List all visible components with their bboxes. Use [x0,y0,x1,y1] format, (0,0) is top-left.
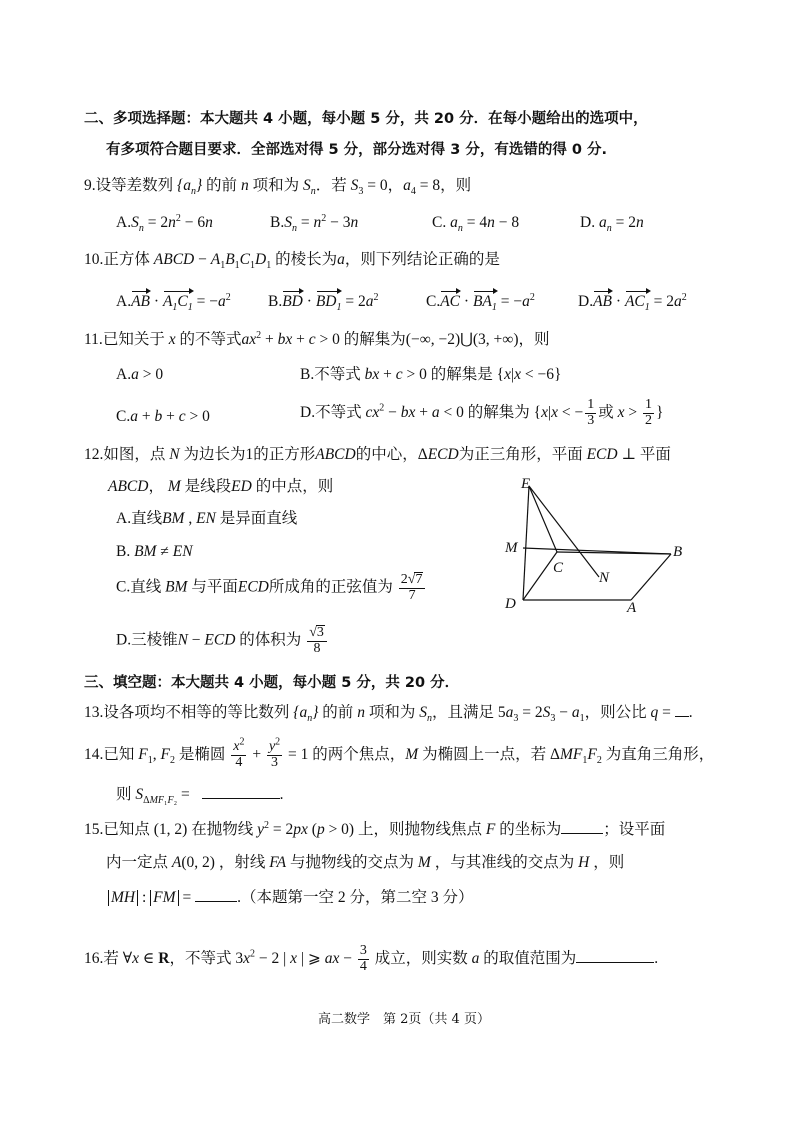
question-12-stem-line2: ABCD， M 是线段ED 的中点，则 [108,478,334,495]
section3-heading: 三、填空题：本大题共 4 小题，每小题 5 分，共 20 分． [84,675,460,691]
question-11-option-c: C.a + b + c > 0 [116,408,210,425]
question-11-option-b: B.不等式 bx + c > 0 的解集是 {x|x < −6} [300,366,562,383]
question-10-stem: 10.正方体 ABCD − $A_1B_1C_1D_1$ 的棱长为a，则下列结论正确的是 [84,251,500,272]
question-11-option-d: D.不等式 $cx^2$ − bx + a < 0 的解集为 {x|x < − $\frac{1}{3}$ 或 x > $\frac{1}{2}$ } [300,397,664,428]
question-9-option-d: D. $a_n = 2n$ [580,214,644,235]
question-9-option-b: $B.S_n = n^2 - 3n$ [270,212,359,235]
question-12-option-b: B. BM ≠ EN [116,543,193,560]
question-9-stem: 9.设等差数列 $\{a_n\}$ 的前 n 项和为 $S_n$．若 $S_3 = 0$，$a_4 = 8$，则 [84,177,472,198]
question-11-stem: 11.已知关于 x 的不等式$ax^2$ + bx + c > 0 的解集为(−∞, −2)⋃(3, +∞)，则 [84,329,550,348]
label-E: E [521,476,531,492]
pyramid-figure [495,470,685,620]
question-13: 13.设各项均不相等的等比数列 $\{a_n\}$ 的前 n 项和为 $S_n$，且满足 $5a_3 = 2S_3 - a_1$，则公比 q = . [84,704,693,725]
question-16: 16.若 ∀x ∈ R，不等式 $3x^2 - 2$ | x | ⩾ ax − $\frac{3}{4}$ 成立，则实数 a 的取值范围为 . [84,943,659,974]
question-9-option-a: $A.S_n = 2n^2 - 6n$ [116,212,213,235]
question-12-stem-line1: 12.如图，点 N 为边长为1的正方形ABCD的中心，ΔECD为正三角形，平面 ECD ⊥ 平面 [84,446,671,463]
question-15-line3: MH : FM = .（本题第一空 2 分，第二空 3 分） [108,890,473,906]
question-12-option-d: D.三棱锥N − ECD 的体积为 $\frac{√3}{8}$ [116,625,329,656]
question-15-line1: 15.已知点 (1, 2) 在抛物线 $y^2 = 2px$ (p > 0) 上，则抛物线焦点 F 的坐标为 ；设平面 [84,819,666,838]
question-11-option-a: A.a > 0 [116,366,164,383]
edge-AB [631,554,671,600]
label-A: A [627,600,637,616]
question-12-option-a: A.直线BM , EN 是异面直线 [116,510,298,527]
page-footer: 高二数学 第 2页（共 4 页） [318,1012,490,1027]
edge-DC [523,552,557,600]
question-12-option-c: C.直线 BM 与平面ECD所成角的正弦值为 $\frac{2√7}{7}$ [116,572,427,603]
question-14-line1: 14.已知 $F_1$, $F_2$ 是椭圆 $\frac{x^2}{4}$ + $\frac{y^2}{3}$ = 1 的两个焦点，M 为椭圆上一点，若 $\Delta MF_1F_2$ 为直角三角形， [84,736,715,770]
edge-ED [523,486,529,600]
question-9-option-c: C. $a_n = 4n - 8$ [432,214,520,235]
question-10-option-c: $C.AC \cdot BA_1 = -a^2$ [426,291,535,314]
question-10-option-a: $A.AB \cdot A_1C_1 = -a^2$ [116,291,231,314]
label-N: N [599,570,610,586]
section2-heading: 二、多项选择题：本大题共 4 小题，每小题 5 分，共 20 分．在每小题给出的选项中， [84,111,648,127]
label-M: M [505,540,518,556]
edge-EN [529,486,599,577]
edge-EC [529,486,557,552]
question-10-option-b: $B.BD \cdot BD_1 = 2a^2$ [268,291,379,314]
question-10-option-d: $D.AB \cdot AC_1 = 2a^2$ [578,291,687,314]
label-C: C [553,560,564,576]
label-D: D [505,596,516,612]
question-15-line2: 内一定点 A(0, 2) ，射线 FA 与抛物线的交点为 M ，与其准线的交点为 H ，则 [106,854,625,871]
question-14-line2: 则 $S_{\Delta MF_1F_2}$ = . [116,786,284,807]
label-B: B [673,544,683,560]
section2-heading-cont: 有多项符合题目要求．全部选对得 5 分，部分选对得 3 分，有选错的得 0 分. [106,142,608,158]
